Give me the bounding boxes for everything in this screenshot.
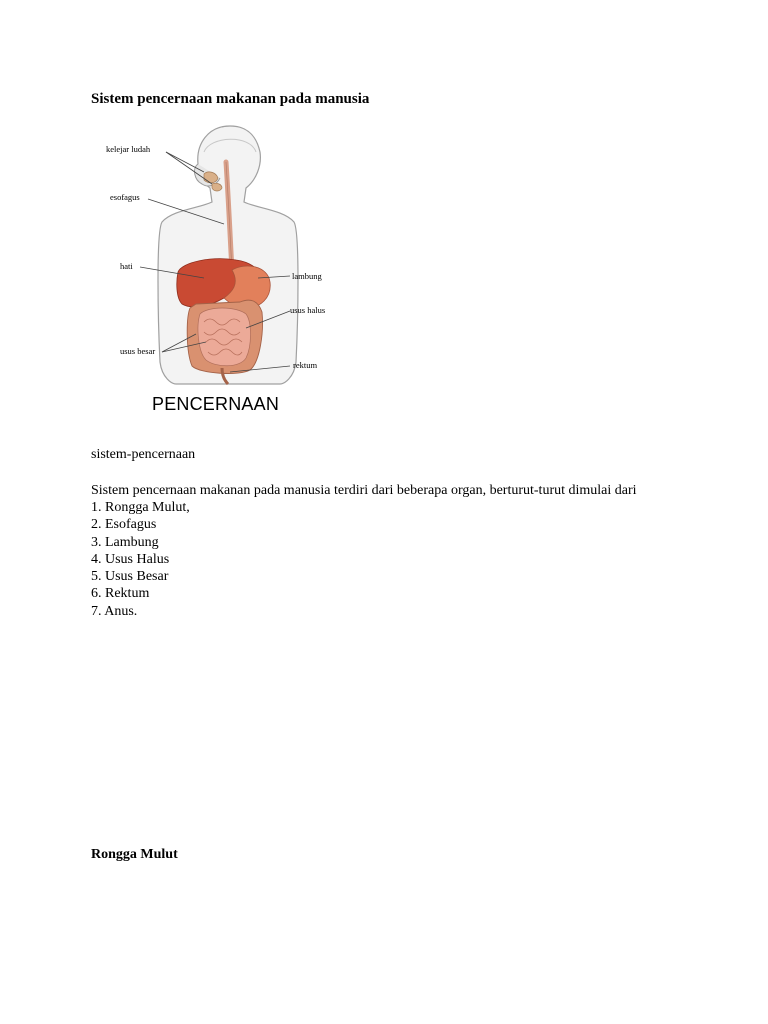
label-rectum: rektum <box>293 360 318 370</box>
list-item: 6. Rektum <box>91 586 150 602</box>
list-item: 3. Lambung <box>91 534 159 550</box>
list-item: 2. Esofagus <box>91 517 157 533</box>
list-item: 5. Usus Besar <box>91 569 169 585</box>
figure-caption: PENCERNAAN <box>152 394 280 414</box>
label-esophagus: esofagus <box>110 192 140 202</box>
small-intestine-shape <box>198 308 251 366</box>
digestive-system-figure <box>100 122 340 422</box>
section-heading: Rongga Mulut <box>91 847 178 862</box>
label-large-intestine: usus besar <box>120 346 156 356</box>
image-caption: sistem-pencernaan <box>91 447 196 462</box>
list-item: 7. Anus. <box>91 603 138 619</box>
organ-list <box>91 499 190 620</box>
list-item: 4. Usus Halus <box>91 551 170 567</box>
label-stomach: lambung <box>292 271 322 281</box>
label-salivary-gland: kelejar ludah <box>106 144 151 154</box>
label-small-intestine: usus halus <box>290 305 326 315</box>
intro-paragraph: Sistem pencernaan makanan pada manusia terdiri dari beberapa organ, berturut-turut dimulai dari <box>91 483 637 498</box>
page-title: Sistem pencernaan makanan pada manusia <box>91 91 370 107</box>
list-item: 1. Rongga Mulut, <box>91 500 190 515</box>
label-liver: hati <box>120 261 133 271</box>
